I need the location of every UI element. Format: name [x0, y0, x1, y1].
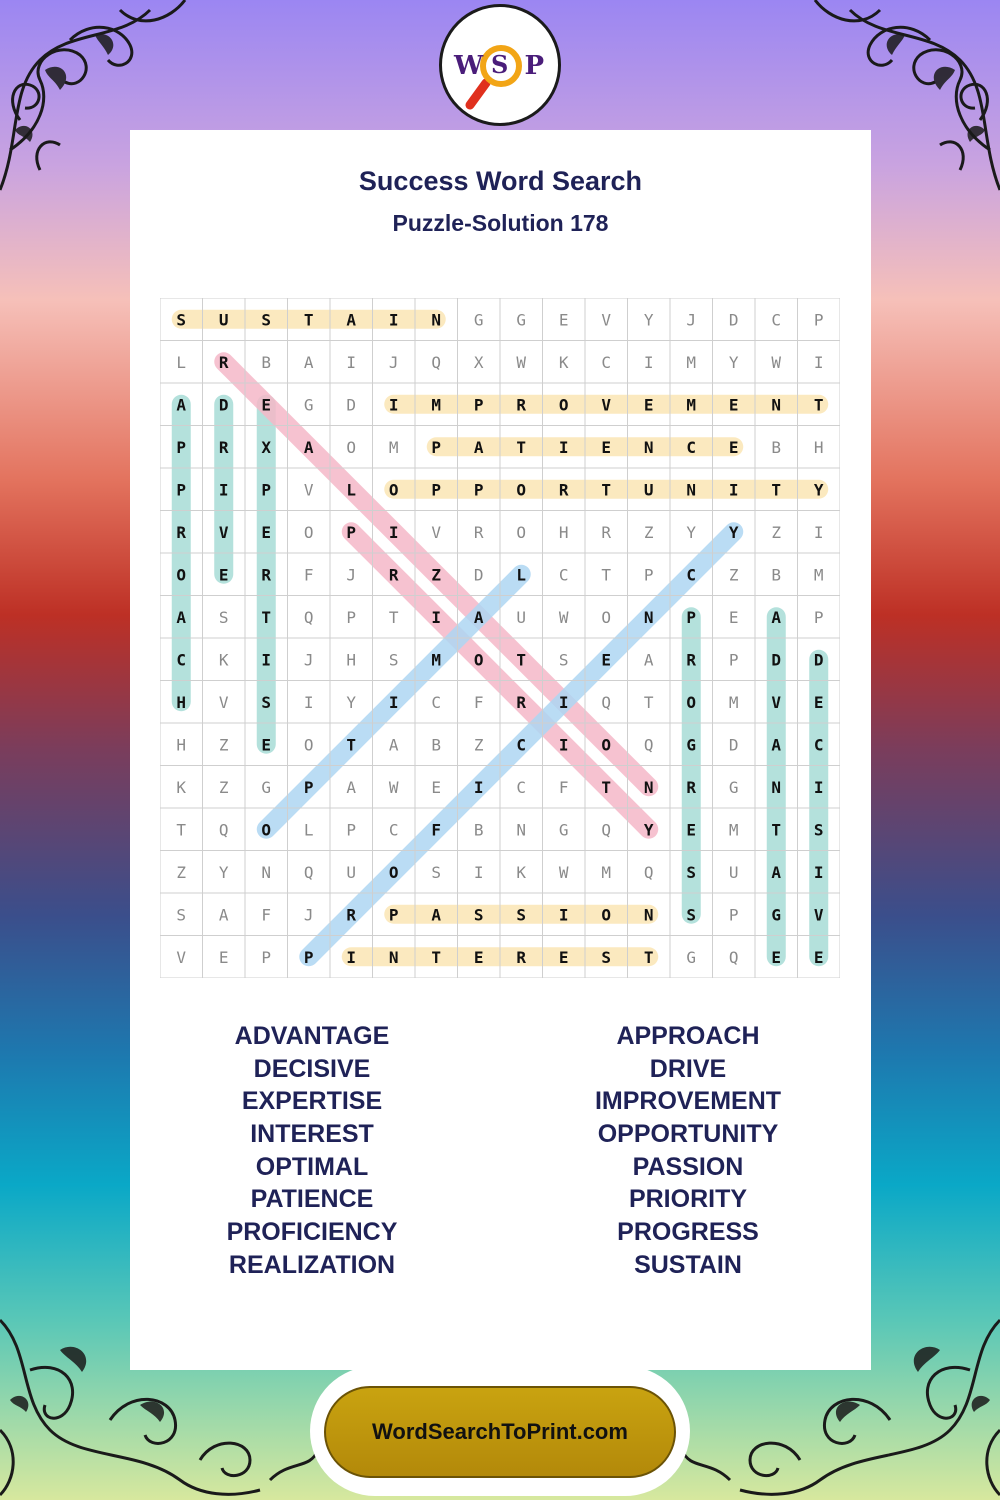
grid-letter-found: E — [261, 522, 272, 542]
grid-letter-found: P — [388, 905, 399, 925]
page-title: Success Word Search — [358, 166, 643, 196]
grid-letter: V — [431, 522, 442, 542]
grid-letter: I — [813, 352, 824, 372]
grid-letter: H — [558, 522, 569, 542]
grid-letter: U — [516, 607, 527, 627]
grid-letter-found: C — [176, 650, 187, 670]
grid-letter: W — [388, 777, 399, 797]
grid-letter: R — [473, 522, 484, 542]
grid-letter-found: A — [431, 905, 442, 925]
grid-letter-found: S — [516, 905, 527, 925]
grid-letter: S — [218, 607, 229, 627]
grid-letter-found: T — [643, 947, 654, 967]
grid-letter-found: O — [601, 905, 612, 925]
grid-letter-found: I — [558, 905, 569, 925]
grid-letter-found: S — [686, 905, 697, 925]
grid-letter-found: E — [601, 650, 612, 670]
grid-letter: Z — [218, 777, 229, 797]
grid-letter-found: C — [516, 735, 527, 755]
grid-letter-found: I — [388, 692, 399, 712]
grid-letter: Q — [643, 735, 654, 755]
grid-letter-found: A — [303, 437, 314, 457]
grid-letter: Y — [346, 692, 357, 712]
grid-letter: N — [261, 862, 272, 882]
grid-letter-found: A — [473, 607, 484, 627]
grid-letter-found: R — [558, 480, 569, 500]
grid-letter-found: V — [771, 692, 782, 712]
grid-letter-found: D — [218, 395, 229, 415]
grid-letter: V — [601, 310, 612, 330]
grid-letter-found: I — [813, 777, 824, 797]
grid-letter: P — [728, 650, 739, 670]
grid-letter: T — [388, 607, 399, 627]
grid-letter: C — [388, 820, 399, 840]
grid-letter: M — [728, 692, 739, 712]
grid-letter: L — [176, 352, 187, 372]
footer-badge — [310, 1366, 690, 1496]
grid-letter-found: E — [601, 437, 612, 457]
grid-letter: C — [431, 692, 442, 712]
grid-letter: B — [431, 735, 442, 755]
grid-letter: W — [771, 352, 782, 372]
grid-letter: Q — [303, 862, 314, 882]
word-list-item: OPTIMAL — [255, 1152, 369, 1181]
grid-letter: U — [346, 862, 357, 882]
grid-letter: Z — [473, 735, 484, 755]
word-list-item: PASSION — [632, 1152, 744, 1181]
grid-letter-found: V — [601, 395, 612, 415]
grid-letter-found: C — [686, 565, 697, 585]
grid-letter-found: T — [303, 310, 314, 330]
grid-letter: F — [473, 692, 484, 712]
grid-letter: O — [346, 437, 357, 457]
grid-letter-found: T — [261, 607, 272, 627]
grid-letter-found: A — [346, 310, 357, 330]
grid-letter: I — [813, 522, 824, 542]
word-list-item: OPPORTUNITY — [597, 1120, 779, 1149]
grid-letter-found: R — [261, 565, 272, 585]
grid-letter-found: P — [261, 480, 272, 500]
grid-letter-found: P — [346, 522, 357, 542]
grid-letter-found: Y — [728, 522, 739, 542]
grid-letter: Q — [728, 947, 739, 967]
grid-letter: S — [388, 650, 399, 670]
grid-letter-found: A — [176, 395, 187, 415]
grid-letter-found: P — [303, 777, 314, 797]
grid-letter-found: S — [686, 862, 697, 882]
grid-letter-found: O — [388, 480, 399, 500]
word-search-grid — [160, 298, 840, 978]
grid-letter: Y — [643, 310, 654, 330]
grid-letter: C — [516, 777, 527, 797]
grid-letter-found: P — [473, 480, 484, 500]
grid-letter: I — [346, 352, 357, 372]
grid-letter-found: T — [431, 947, 442, 967]
grid-letter-found: O — [558, 395, 569, 415]
grid-letter: T — [176, 820, 187, 840]
grid-letter: K — [558, 352, 569, 372]
grid-letter-found: E — [558, 947, 569, 967]
grid-letter: Z — [771, 522, 782, 542]
grid-letter: Q — [643, 862, 654, 882]
grid-letter-found: O — [388, 862, 399, 882]
grid-letter-found: E — [218, 565, 229, 585]
grid-letter: K — [176, 777, 187, 797]
grid-letter-found: U — [643, 480, 654, 500]
grid-letter-found: E — [728, 437, 739, 457]
grid-letter: G — [261, 777, 272, 797]
grid-letter-found: R — [218, 437, 229, 457]
word-list-item: DRIVE — [649, 1054, 727, 1083]
grid-letter-found: T — [771, 480, 782, 500]
grid-letter: G — [516, 310, 527, 330]
grid-letter-found: S — [261, 310, 272, 330]
grid-letter-found: E — [686, 820, 697, 840]
grid-letter-found: I — [558, 692, 569, 712]
grid-letter: J — [686, 310, 697, 330]
grid-letter: Q — [218, 820, 229, 840]
grid-letter-found: P — [303, 947, 314, 967]
grid-letter-found: N — [643, 607, 654, 627]
grid-letter-found: I — [388, 522, 399, 542]
word-list-item: PRIORITY — [628, 1185, 748, 1214]
grid-letter-found: R — [686, 650, 697, 670]
grid-letter-found: I — [728, 480, 739, 500]
grid-letter: P — [261, 947, 272, 967]
grid-letter-found: E — [643, 395, 654, 415]
word-list-right — [528, 1020, 848, 1282]
word-list-item: PROFICIENCY — [226, 1218, 398, 1247]
grid-letter-found: Z — [431, 565, 442, 585]
grid-letter-found: N — [771, 395, 782, 415]
grid-letter-found: R — [218, 352, 229, 372]
grid-letter: P — [346, 820, 357, 840]
grid-letter-found: E — [473, 947, 484, 967]
grid-letter-found: G — [771, 905, 782, 925]
grid-letter-found: M — [686, 395, 697, 415]
grid-letter: I — [643, 352, 654, 372]
grid-letter: H — [176, 735, 187, 755]
grid-letter-found: P — [176, 480, 187, 500]
grid-letter-found: E — [813, 947, 824, 967]
grid-letter: G — [303, 395, 314, 415]
grid-letter: L — [303, 820, 314, 840]
grid-letter: C — [558, 565, 569, 585]
grid-letter-found: N — [686, 480, 697, 500]
grid-letter-found: O — [516, 480, 527, 500]
logo-letter-s: S — [491, 50, 509, 79]
grid-letter: J — [303, 650, 314, 670]
grid-letter: D — [728, 310, 739, 330]
grid-letter: M — [388, 437, 399, 457]
grid-letter: O — [303, 735, 314, 755]
grid-letter: I — [303, 692, 314, 712]
grid-letter-found: E — [261, 395, 272, 415]
grid-letter: P — [813, 310, 824, 330]
grid-letter-found: R — [176, 522, 187, 542]
grid-letter-found: V — [813, 905, 824, 925]
grid-letter: V — [218, 692, 229, 712]
grid-letter-found: O — [601, 735, 612, 755]
grid-letter: Y — [218, 862, 229, 882]
grid-letter-found: C — [813, 735, 824, 755]
grid-letter: Q — [431, 352, 442, 372]
grid-letter-found: R — [516, 395, 527, 415]
grid-letter: C — [771, 310, 782, 330]
grid-letter-found: P — [431, 480, 442, 500]
grid-letter-found: M — [431, 395, 442, 415]
grid-letter-found: A — [176, 607, 187, 627]
grid-letter-found: O — [473, 650, 484, 670]
grid-letter: D — [728, 735, 739, 755]
grid-letter-found: N — [643, 437, 654, 457]
grid-letter-found: M — [431, 650, 442, 670]
grid-letter-found: R — [686, 777, 697, 797]
grid-letter-found: S — [473, 905, 484, 925]
grid-letter-found: P — [686, 607, 697, 627]
grid-letter-found: I — [558, 735, 569, 755]
grid-letter-found: G — [686, 735, 697, 755]
grid-letter: Q — [601, 692, 612, 712]
grid-letter: E — [431, 777, 442, 797]
grid-letter-found: E — [261, 735, 272, 755]
grid-letter: T — [643, 692, 654, 712]
grid-letter-found: I — [388, 310, 399, 330]
grid-letter-found: R — [388, 565, 399, 585]
grid-letter-found: A — [473, 437, 484, 457]
grid-letter-found: L — [346, 480, 357, 500]
word-list-item: SUSTAIN — [634, 1250, 742, 1279]
grid-letter: J — [346, 565, 357, 585]
grid-letter: X — [473, 352, 484, 372]
site-link-button[interactable] — [324, 1386, 676, 1478]
grid-letter-found: E — [813, 692, 824, 712]
grid-letter: A — [303, 352, 314, 372]
site-logo[interactable] — [439, 4, 561, 126]
word-list-item: PROGRESS — [617, 1218, 759, 1247]
grid-letter-found: V — [218, 522, 229, 542]
grid-letter-found: H — [176, 692, 187, 712]
grid-letter-found: L — [516, 565, 527, 585]
grid-letter: J — [388, 352, 399, 372]
grid-letter: Z — [728, 565, 739, 585]
word-list-item: PATIENCE — [250, 1185, 374, 1214]
grid-letter-found: T — [601, 777, 612, 797]
grid-letter-found: I — [558, 437, 569, 457]
grid-letter-found: N — [771, 777, 782, 797]
word-list-item: DECISIVE — [253, 1054, 371, 1083]
grid-letter-found: I — [473, 777, 484, 797]
grid-letter-found: E — [771, 947, 782, 967]
grid-letter: A — [218, 905, 229, 925]
site-link-text: WordSearchToPrint.com — [372, 1419, 628, 1444]
grid-letter: O — [601, 607, 612, 627]
grid-letter: D — [473, 565, 484, 585]
grid-letter-found: C — [686, 437, 697, 457]
grid-letter: H — [346, 650, 357, 670]
grid-letter: H — [813, 437, 824, 457]
grid-letter: O — [516, 522, 527, 542]
grid-letter-found: X — [261, 437, 272, 457]
grid-letter: A — [643, 650, 654, 670]
grid-letter-found: P — [431, 437, 442, 457]
grid-letter: G — [728, 777, 739, 797]
grid-letter: P — [346, 607, 357, 627]
grid-letter-found: O — [261, 820, 272, 840]
grid-letter-found: O — [686, 692, 697, 712]
grid-letter-found: T — [346, 735, 357, 755]
grid-letter: V — [303, 480, 314, 500]
word-list-item: IMPROVEMENT — [594, 1087, 782, 1116]
grid-letter: E — [218, 947, 229, 967]
grid-letter-found: A — [771, 862, 782, 882]
grid-letter: Y — [728, 352, 739, 372]
grid-letter: T — [601, 565, 612, 585]
grid-letter-found: R — [346, 905, 357, 925]
grid-letter-found: N — [643, 905, 654, 925]
grid-letter: B — [261, 352, 272, 372]
grid-letter-found: S — [813, 820, 824, 840]
grid-letter-found: S — [261, 692, 272, 712]
grid-letter: I — [473, 862, 484, 882]
grid-letter-found: T — [516, 437, 527, 457]
grid-letter: G — [686, 947, 697, 967]
grid-letter-found: D — [771, 650, 782, 670]
grid-letter: E — [558, 310, 569, 330]
word-list-item: EXPERTISE — [241, 1087, 383, 1116]
word-list-item: ADVANTAGE — [234, 1022, 390, 1050]
grid-letter-found: I — [431, 607, 442, 627]
page-subtitle: Puzzle-Solution 178 — [392, 210, 609, 236]
grid-letter: P — [813, 607, 824, 627]
grid-letter-found: P — [473, 395, 484, 415]
grid-letter-found: T — [601, 480, 612, 500]
grid-letter: A — [388, 735, 399, 755]
grid-letter: M — [686, 352, 697, 372]
grid-letter: Q — [601, 820, 612, 840]
grid-letter: B — [771, 437, 782, 457]
logo-letter-p: P — [524, 51, 544, 81]
grid-letter: R — [601, 522, 612, 542]
grid-letter: D — [346, 395, 357, 415]
grid-letter: E — [728, 607, 739, 627]
grid-letter: W — [558, 607, 569, 627]
grid-letter-found: P — [176, 437, 187, 457]
grid-letter: G — [558, 820, 569, 840]
grid-letter: Y — [686, 522, 697, 542]
grid-letter-found: S — [176, 310, 187, 330]
grid-letter: B — [771, 565, 782, 585]
grid-letter: K — [218, 650, 229, 670]
grid-letter-found: R — [516, 692, 527, 712]
grid-letter-found: Y — [813, 480, 824, 500]
grid-letter: G — [473, 310, 484, 330]
grid-letter: S — [176, 905, 187, 925]
grid-letter-found: E — [728, 395, 739, 415]
grid-letter-found: I — [346, 947, 357, 967]
puzzle-sheet — [130, 130, 871, 1370]
grid-letter: U — [728, 862, 739, 882]
grid-letter-found: D — [813, 650, 824, 670]
grid-letter-found: U — [218, 310, 229, 330]
grid-letter: M — [601, 862, 612, 882]
grid-letter-found: N — [431, 310, 442, 330]
grid-letter-found: S — [601, 947, 612, 967]
grid-letter: W — [558, 862, 569, 882]
grid-letter-found: T — [813, 395, 824, 415]
grid-letter: F — [303, 565, 314, 585]
word-list-left — [152, 1020, 472, 1282]
grid-letter: Z — [218, 735, 229, 755]
grid-letter-found: N — [388, 947, 399, 967]
grid-letter: M — [728, 820, 739, 840]
word-list-item: APPROACH — [616, 1022, 760, 1050]
word-list-item: REALIZATION — [228, 1250, 396, 1279]
grid-letter-found: A — [771, 735, 782, 755]
grid-letter: P — [728, 905, 739, 925]
grid-letter: J — [303, 905, 314, 925]
grid-letter-found: T — [516, 650, 527, 670]
grid-letter-found: R — [516, 947, 527, 967]
grid-letter: V — [176, 947, 187, 967]
grid-letter: C — [601, 352, 612, 372]
grid-letter: Z — [643, 522, 654, 542]
grid-letter: P — [643, 565, 654, 585]
grid-letter: F — [261, 905, 272, 925]
grid-letter-found: Y — [643, 820, 654, 840]
grid-letter: B — [473, 820, 484, 840]
grid-letter: S — [558, 650, 569, 670]
grid-letter: S — [431, 862, 442, 882]
grid-letter: Q — [303, 607, 314, 627]
grid-letter-found: A — [771, 607, 782, 627]
grid-letter: A — [346, 777, 357, 797]
logo-letter-w: W — [454, 51, 484, 81]
word-list-item: INTEREST — [250, 1120, 374, 1149]
grid-letter-found: I — [261, 650, 272, 670]
grid-letter-found: I — [813, 862, 824, 882]
grid-letter: W — [516, 352, 527, 372]
grid-letter: N — [516, 820, 527, 840]
grid-letter: Z — [176, 862, 187, 882]
grid-letter: M — [813, 565, 824, 585]
grid-letter-found: O — [176, 565, 187, 585]
grid-letter-found: N — [643, 777, 654, 797]
grid-letter: K — [516, 862, 527, 882]
grid-letter: O — [303, 522, 314, 542]
grid-letter-found: I — [218, 480, 229, 500]
grid-letter-found: T — [771, 820, 782, 840]
grid-letter: F — [558, 777, 569, 797]
grid-letter-found: I — [388, 395, 399, 415]
grid-letter-found: F — [431, 820, 442, 840]
